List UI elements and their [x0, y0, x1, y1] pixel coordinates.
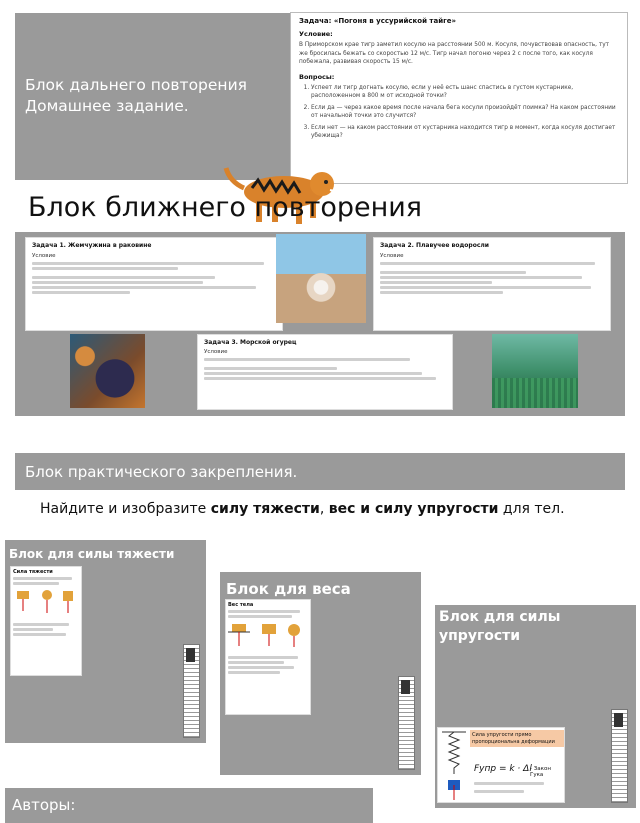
near-repetition-block [15, 232, 625, 416]
elastic-card-line [474, 790, 524, 793]
dynamometer-hook [614, 713, 623, 727]
elastic-block-title-line2: упругости [439, 628, 521, 644]
practice-block [15, 453, 625, 490]
weight-card [225, 599, 311, 715]
weight-card-line [228, 656, 298, 659]
weight-card-line [228, 610, 300, 613]
task1-text-line [32, 276, 215, 279]
task1-text-line [32, 262, 264, 265]
far-block-line1: Блок дальнего повторения [25, 76, 247, 94]
spring-diagram [440, 730, 468, 802]
gravity-card [10, 566, 82, 676]
task3-title: Задача 3. Морской огурец [204, 339, 297, 346]
instruction-weight-elastic-bold: вес и силу упругости [328, 501, 499, 517]
elastic-card-text: Сила упругости прямо пропорциональна деформации [470, 730, 565, 747]
instruction-sep: , [319, 501, 329, 517]
dynamometer-hook [401, 680, 410, 694]
elastic-card [437, 727, 565, 803]
homework-label: Домашнее задание. [25, 97, 189, 115]
seaweed-strands [492, 378, 578, 408]
authors-block [5, 788, 373, 823]
weight-card-line [228, 615, 292, 618]
task2-condition-label: Условие [380, 253, 404, 259]
task2-text-line [380, 291, 503, 294]
task1-title: Задача 1. Жемчужина в раковине [32, 242, 152, 249]
task3-card [197, 334, 453, 410]
hooke-formula: Fупр = k · Δl [474, 764, 532, 774]
weight-block-title: Блок для веса [226, 580, 351, 598]
task1-card [25, 237, 283, 331]
task1-text-line [32, 267, 178, 270]
dynamometer-hook [186, 648, 195, 662]
near-repetition-title: Блок ближнего повторения [28, 192, 423, 223]
task2-text-line [380, 262, 595, 265]
pearl-shell-photo [276, 234, 366, 323]
weight-card-title: Вес тела [228, 602, 254, 608]
gravity-card-line [13, 577, 72, 580]
gravity-block [5, 540, 206, 743]
weight-card-line [228, 666, 294, 669]
far-repetition-title [25, 75, 247, 117]
gravity-card-line [13, 623, 69, 626]
homework-question-1: 1. Успеет ли тигр догнать косулю, если у неё есть шанс спастись в густом кустарнике, расположенном в 800 м от исходной точки? [311, 84, 619, 101]
gravity-card-title: Сила тяжести [13, 569, 53, 575]
task3-text-line [204, 367, 337, 370]
task2-title: Задача 2. Плавучее водоросли [380, 242, 489, 249]
gravity-block-title: Блок для силы тяжести [9, 547, 175, 561]
task3-condition-label: Условие [204, 349, 228, 355]
task1-text-line [32, 291, 130, 294]
task2-card [373, 237, 611, 331]
task3-text-line [204, 358, 410, 361]
task3-text-line [204, 372, 422, 375]
task1-text-line [32, 281, 203, 284]
sea-cucumber-photo [70, 334, 145, 408]
weight-block [220, 572, 421, 775]
instruction-gravity-bold: силу тяжести [210, 501, 320, 517]
instruction-suffix: для тел. [498, 501, 565, 517]
authors-label: Авторы: [12, 796, 76, 814]
task2-text-line [380, 276, 582, 279]
homework-question-3: 3. Если нет — на каком расстоянии от кустарника находится тигр в момент, когда косуля достигает убежища? [311, 124, 619, 141]
homework-condition-text: В Приморском крае тигр заметил косулю на расстоянии 500 м. Косуля, почувствовав опасность, тут же бросилась бежать со скоростью 12 м/с. Тигр начал погоню через 2 с после того, как косуля побежала, развивая скорость 15 м/с. [299, 42, 610, 65]
homework-questions-list [299, 84, 619, 141]
gravity-card-line [13, 633, 66, 636]
task3-text-line [204, 377, 436, 380]
elastic-block-title-line1: Блок для силы [439, 609, 561, 625]
homework-question-2: 2. Если да — через какое время после начала бега косули произойдёт поимка? На каком расстоянии от начальной точки это случится? [311, 104, 619, 121]
elastic-block [435, 605, 636, 808]
task2-text-line [380, 281, 492, 284]
hooke-law-label: - Закон Гука [530, 766, 551, 778]
homework-questions-label: Вопросы: [299, 72, 335, 81]
seaweed-photo [492, 334, 578, 408]
weight-diagram [228, 620, 310, 650]
task1-condition-label: Условие [32, 253, 56, 259]
weight-card-line [228, 671, 280, 674]
practice-instruction [40, 501, 625, 518]
homework-condition-label: Условие: [299, 30, 333, 38]
task2-text-line [380, 271, 526, 274]
instruction-prefix: Найдите и изобразите [40, 501, 211, 517]
task2-text-line [380, 286, 591, 289]
homework-task-title: Задача: «Погоня в уссурийской тайге» [299, 17, 457, 25]
elastic-block-title [439, 608, 560, 646]
elastic-card-line [474, 782, 544, 785]
gravity-card-line [13, 628, 53, 631]
weight-card-line [228, 661, 284, 664]
gravity-diagram [13, 587, 81, 617]
task1-text-line [32, 286, 256, 289]
gravity-card-line [13, 582, 59, 585]
practice-block-title: Блок практического закрепления. [25, 463, 298, 481]
